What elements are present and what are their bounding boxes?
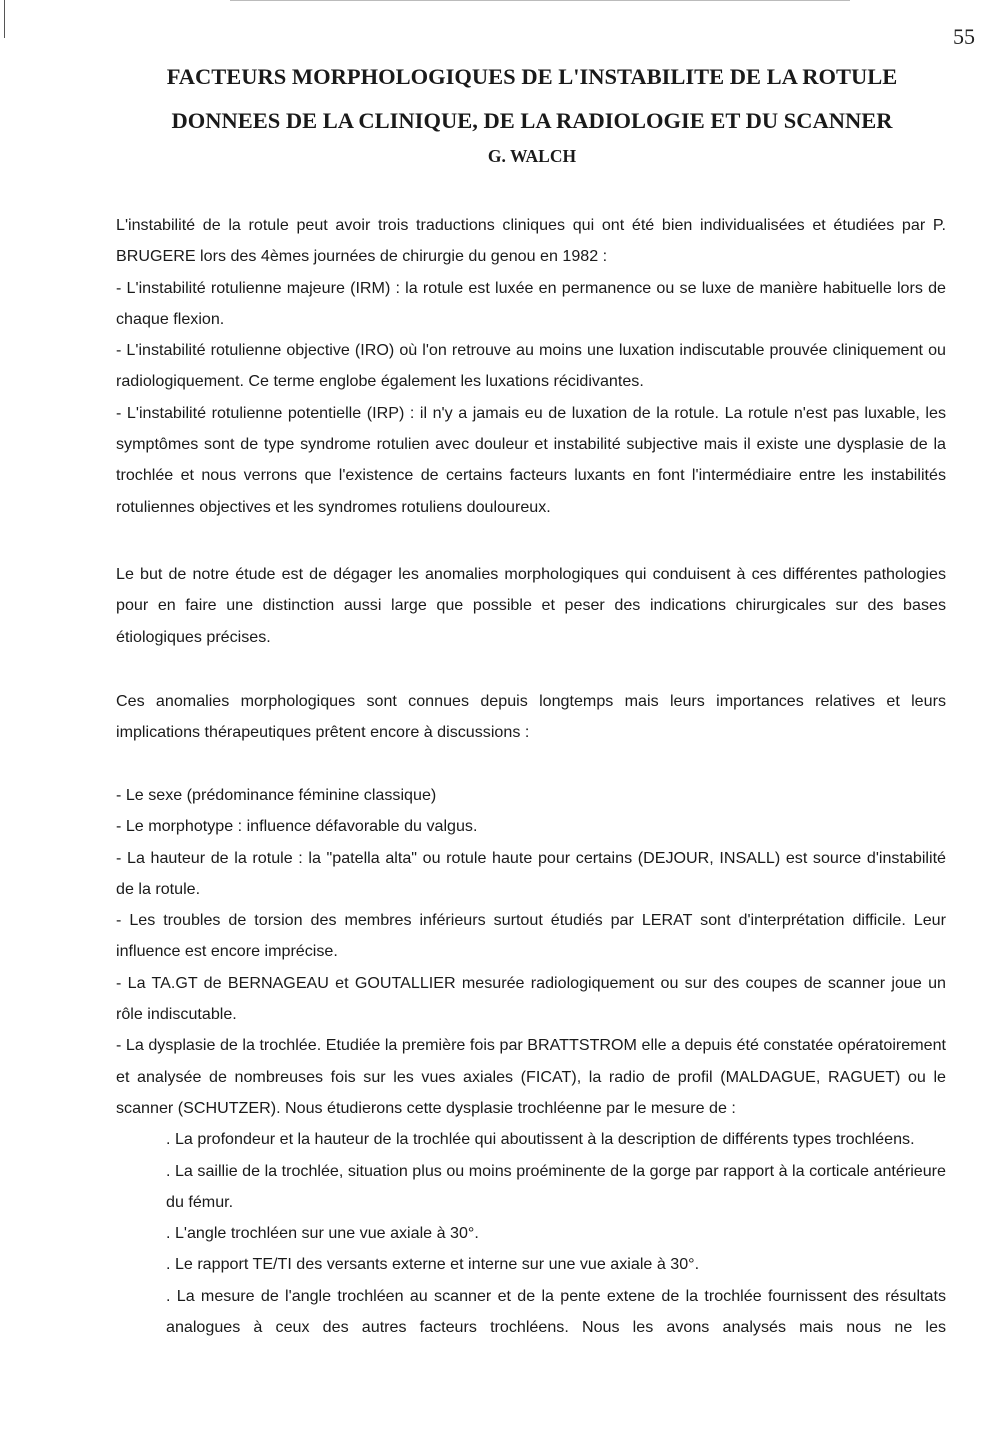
- factor-morphotype: - Le morphotype : influence défavorable du valgus.: [116, 817, 478, 836]
- irm-item: - L'instabilité rotulienne majeure (IRM) : la rotule est luxée en permanence ou se luxe de manière habituelle lors de chaque flexion.: [116, 278, 946, 328]
- intro-section: [116, 210, 946, 523]
- anomalies-section: [116, 686, 946, 749]
- author: G. WALCH: [487, 146, 577, 166]
- factor-sexe: - Le sexe (prédominance féminine classique): [116, 786, 437, 804]
- measure-angle: . L'angle trochléen sur une vue axiale à 30°.: [166, 1224, 479, 1243]
- factor-torsion: - Les troubles de torsion des membres inférieurs surtout étudiés par LERAT sont d'interprétation difficile. Leur influence est encore imprécise.: [116, 911, 946, 961]
- scan-edge-mark: [4, 0, 5, 38]
- factor-hauteur: - La hauteur de la rotule : la "patella alta" ou rotule haute pour certains (DEJOUR, INSALL) est source d'instabilité de la rotule.: [116, 848, 946, 898]
- aim-paragraph: Le but de notre étude est de dégager les anomalies morphologiques qui conduisent à ces différentes pathologies pour en faire une distinction aussi large que possible et peser des indications chirurgicales sur des bases étiologiques précises.: [116, 565, 946, 646]
- factors-list: [116, 780, 946, 1343]
- measure-profondeur: . La profondeur et la hauteur de la trochlée qui aboutissent à la description de différents types trochléens.: [166, 1130, 915, 1149]
- scan-top-rule: [230, 0, 850, 1]
- aim-section: [116, 559, 946, 653]
- intro-paragraph: L'instabilité de la rotule peut avoir trois traductions cliniques qui ont été bien individualisées et étudiées par P. BRUGERE lors des 4èmes journées de chirurgie du genou en 1982 :: [116, 216, 946, 266]
- iro-item: - L'instabilité rotulienne objective (IRO) où l'on retrouve au moins une luxation indiscutable prouvée cliniquement ou radiologiquement. Ce terme englobe également les luxations récidivantes.: [116, 341, 946, 391]
- measure-saillie: . La saillie de la trochlée, situation plus ou moins proéminente de la gorge par rapport à la corticale antérieure du fémur.: [166, 1161, 946, 1211]
- factor-dysplasie: - La dysplasie de la trochlée. Etudiée la première fois par BRATTSTROM elle a depuis été constatée opératoirement et analysée de nombreuses fois sur les vues axiales (FICAT), la radio de profil (MALDAGUE, RAGUET) ou le scanner (SCHUTZER). Nous étudierons cette dysplasie trochléenne par le mesure de :: [116, 1036, 946, 1117]
- title-line-1: FACTEURS MORPHOLOGIQUES DE L'INSTABILITE DE LA ROTULE: [166, 64, 898, 89]
- irp-item: - L'instabilité rotulienne potentielle (IRP) : il n'y a jamais eu de luxation de la rotule. La rotule n'est pas luxable, les symptômes sont de type syndrome rotulien avec douleur et instabilité subjective mais il existe une dysplasie de la trochlée et nous verrons que l'existence de certains facteurs luxants en font l'intermédiaire entre les instabilités rotuliennes objectives et les syndromes rotuliens douloureux.: [116, 403, 946, 516]
- measure-rapport: . Le rapport TE/TI des versants externe et interne sur une vue axiale à 30°.: [166, 1255, 700, 1274]
- title-line-2: DONNEES DE LA CLINIQUE, DE LA RADIOLOGIE ET DU SCANNER: [171, 108, 893, 133]
- anomalies-intro-paragraph: Ces anomalies morphologiques sont connues depuis longtemps mais leurs importances relatives et leurs implications thérapeutiques prêtent encore à discussions :: [116, 692, 946, 742]
- factor-tagt: - La TA.GT de BERNAGEAU et GOUTALLIER mesurée radiologiquement ou sur des coupes de scanner joue un rôle indiscutable.: [116, 973, 946, 1024]
- measure-scanner: . La mesure de l'angle trochléen au scanner et de la pente extene de la trochlée fournissent des résultats analogues à ceux des autres facteurs trochléens. Nous les avons analysés mais nous ne les: [166, 1286, 946, 1337]
- page-number: 55: [953, 24, 975, 49]
